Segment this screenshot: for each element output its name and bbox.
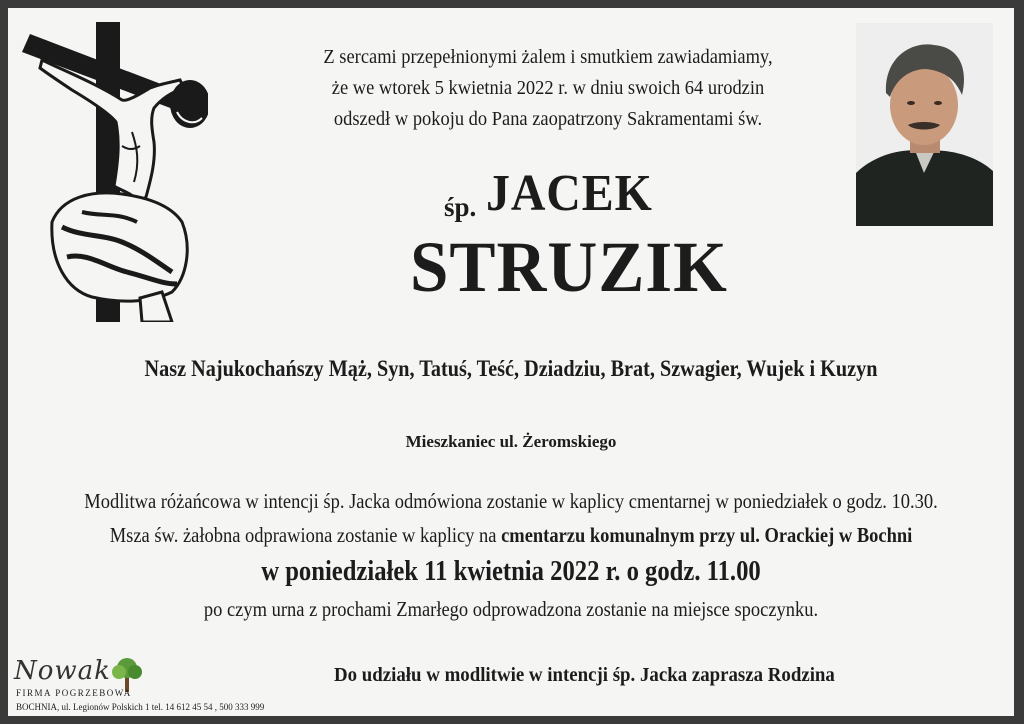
announcement-intro — [305, 42, 791, 135]
family-relations: Nasz Najukochańszy Mąż, Syn, Tatuś, Teść, Dziadziu, Brat, Szwagier, Wujek i Kuzyn — [144, 356, 878, 382]
residence: Mieszkaniec ul. Żeromskiego — [405, 432, 617, 451]
rosary-info: Modlitwa różańcowa w intencji śp. Jacka odmówiona zostanie w kaplicy cmentarnej w poniedziałek o godz. 10.30. — [84, 489, 938, 513]
crucifix-image — [22, 22, 208, 322]
intro-line: odszedł w pokoju do Pana zaopatrzony Sakramentami św. — [333, 108, 763, 130]
first-name: JACEK — [486, 165, 653, 222]
ceremony-date: w poniedziałek 11 kwietnia 2022 r. o godz. 11.00 — [261, 556, 761, 587]
burial-info: po czym urna z prochami Zmarłego odprowadzona zostanie na miejsce spoczynku. — [203, 597, 819, 621]
obituary-card — [8, 8, 1014, 716]
ceremony-details — [68, 484, 953, 626]
last-name: STRUZIK — [410, 227, 728, 307]
mass-info-text: Msza św. żałobna odprawiona zostanie w kaplicy na — [109, 523, 502, 547]
funeral-home-subtitle: FIRMA POGRZEBOWA — [16, 688, 132, 698]
intro-line: Z sercami przepełnionymi żalem i smutkiem zawiadamiamy, — [323, 46, 773, 68]
funeral-home-address: BOCHNIA, ul. Legionów Polskich 1 tel. 14 612 45 54 , 500 333 999 — [16, 702, 265, 712]
cemetery-location: cmentarzu komunalnym przy ul. Orackiej w Bochni — [501, 523, 913, 547]
portrait-photo — [856, 23, 993, 226]
funeral-home-name: Nowak — [14, 656, 111, 686]
name-prefix: śp. — [444, 192, 477, 222]
funeral-home-logo — [14, 656, 334, 716]
family-invitation: Do udziału w modlitwie w intencji śp. Jacka zaprasza Rodzina — [334, 664, 835, 686]
tree-icon — [110, 656, 144, 692]
mass-info — [68, 518, 953, 552]
intro-line: że we wtorek 5 kwietnia 2022 r. w dniu swoich 64 urodzin — [331, 77, 765, 99]
